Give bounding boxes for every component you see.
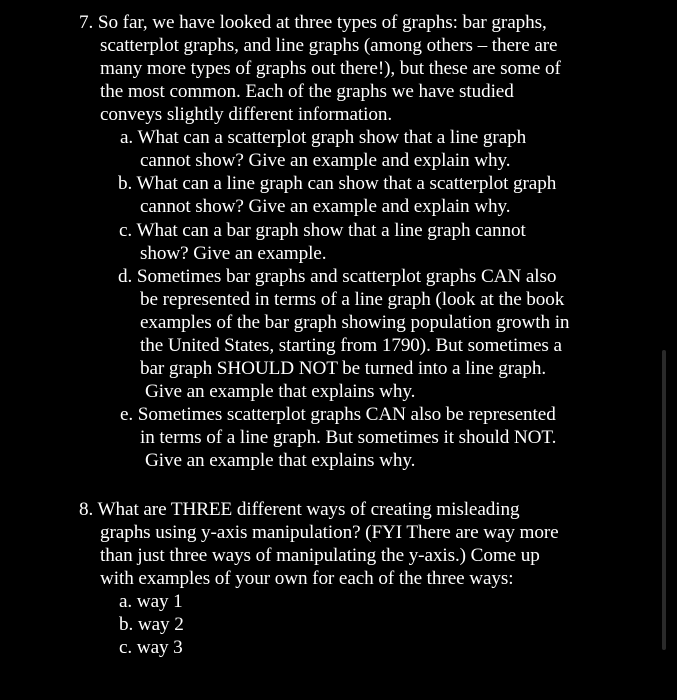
scrollbar[interactable] — [662, 350, 666, 650]
question-7d-line: the United States, starting from 1790). But sometimes a — [140, 335, 562, 356]
question-7a-line: cannot show? Give an example and explain why. — [140, 150, 511, 171]
question-7e-line: e. Sometimes scatterplot graphs CAN also be represented — [120, 404, 556, 425]
question-8-item-way-3: c. way 3 — [119, 637, 183, 658]
question-7d-line: d. Sometimes bar graphs and scatterplot graphs CAN also — [118, 266, 557, 287]
question-7e-line: in terms of a line graph. But sometimes it should NOT. — [140, 427, 557, 448]
question-7-line: the most common. Each of the graphs we have studied — [100, 81, 514, 102]
question-8-line: than just three ways of manipulating the y-axis.) Come up — [100, 545, 540, 566]
question-7e-line: Give an example that explains why. — [145, 450, 416, 471]
question-8-line: graphs using y-axis manipulation? (FYI There are way more — [100, 522, 559, 543]
question-7a-line: a. What can a scatterplot graph show that a line graph — [120, 127, 527, 148]
question-7d-line: be represented in terms of a line graph (look at the book — [140, 289, 565, 310]
question-7c-line: c. What can a bar graph show that a line graph cannot — [119, 220, 526, 241]
question-7d-line: Give an example that explains why. — [145, 381, 416, 402]
question-8-line: with examples of your own for each of the three ways: — [100, 568, 514, 589]
question-8-item-way-1: a. way 1 — [119, 591, 183, 612]
question-7d-line: examples of the bar graph showing population growth in — [140, 312, 570, 333]
question-7c-line: show? Give an example. — [140, 243, 327, 264]
question-8-item-way-2: b. way 2 — [119, 614, 184, 635]
question-7-line: conveys slightly different information. — [100, 104, 393, 125]
question-7d-line: bar graph SHOULD NOT be turned into a line graph. — [140, 358, 547, 379]
question-7b-line: b. What can a line graph can show that a scatterplot graph — [118, 173, 557, 194]
question-8-line: 8. What are THREE different ways of creating misleading — [79, 499, 520, 520]
question-7-line: 7. So far, we have looked at three types of graphs: bar graphs, — [79, 12, 547, 33]
question-7-line: scatterplot graphs, and line graphs (among others – there are — [100, 35, 558, 56]
question-7-line: many more types of graphs out there!), but these are some of — [100, 58, 561, 79]
question-7b-line: cannot show? Give an example and explain why. — [140, 196, 511, 217]
